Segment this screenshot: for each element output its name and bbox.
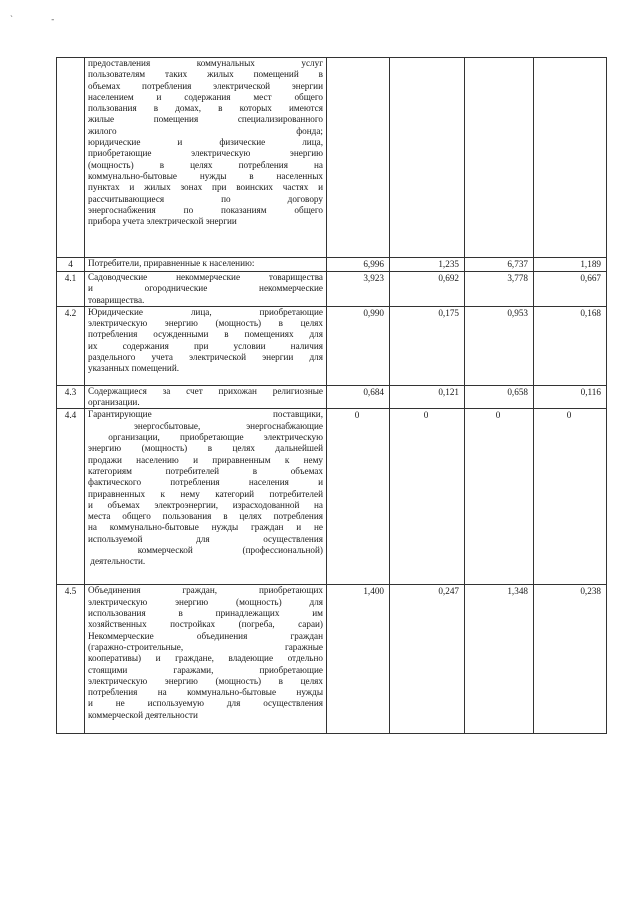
value-cell-v3: 3,778 <box>465 272 534 307</box>
description-line: жилого фонда; <box>88 125 323 136</box>
value-cell-v2: 0 <box>390 409 465 585</box>
row-description <box>85 385 327 409</box>
description-line: Содержащиеся за счет прихожан религиозные <box>88 385 323 396</box>
table-row <box>57 258 607 272</box>
description-line: коммерческой (профессиональной) <box>88 545 323 556</box>
description-line: объемах потребления электрической энергии <box>88 80 323 91</box>
description-line: указанных помещений. <box>88 363 180 374</box>
value-cell-v1: 3,923 <box>327 272 390 307</box>
description-line: Объединения граждан, приобретающих <box>88 585 323 596</box>
row-description <box>85 272 327 307</box>
description-line: рассчитывающиеся по договору <box>88 193 323 204</box>
row-number: 4.2 <box>57 306 85 385</box>
value-cell-v4: 0 <box>534 409 607 585</box>
value-cell-v3: 0 <box>465 409 534 585</box>
tariff-table-body <box>57 58 607 734</box>
row-description <box>85 258 327 272</box>
row-number: 4.4 <box>57 409 85 585</box>
value-cell-v1: 6,996 <box>327 258 390 272</box>
description-line: их содержания при условии наличия <box>88 340 323 351</box>
value-cell-v3: 6,737 <box>465 258 534 272</box>
description-line: приобретающие электрическую энергию <box>88 148 323 159</box>
tariff-table <box>56 57 607 734</box>
value-cell-v2: 0,247 <box>390 585 465 734</box>
description-line: хозяйственных постройках (погреба, сараи) <box>88 619 323 630</box>
description-line: места общего пользования в целях потребления <box>88 511 323 522</box>
row-number: 4.1 <box>57 272 85 307</box>
row-number: 4 <box>57 258 85 272</box>
description-line: населением и содержания мест общего <box>88 91 323 102</box>
table-row <box>57 272 607 307</box>
description-line: коммунально-бытовые нужды в населенных <box>88 170 323 181</box>
description-line: кооперативы) и граждане, владеющие отдельно <box>88 653 323 664</box>
value-cell-v3 <box>465 58 534 258</box>
description-line: потребления на коммунально-бытовые нужды <box>88 687 323 698</box>
value-cell-v4: 0,667 <box>534 272 607 307</box>
table-row <box>57 385 607 409</box>
value-cell-v3: 1,348 <box>465 585 534 734</box>
description-line: и не используемую для осуществления <box>88 698 323 709</box>
description-line: товарищества. <box>88 294 145 305</box>
description-line: предоставления коммунальных услуг <box>88 58 323 68</box>
table-row <box>57 306 607 385</box>
description-line: пунктах и жилых зонах при воинских частях и <box>88 182 323 193</box>
value-cell-v4: 0,168 <box>534 306 607 385</box>
value-cell-v2 <box>390 58 465 258</box>
value-cell-v2: 0,692 <box>390 272 465 307</box>
description-line: энергию (мощность) в целях дальнейшей <box>88 443 323 454</box>
row-description <box>85 585 327 734</box>
description-line: пользователям таких жилых помещений в <box>88 69 323 80</box>
value-cell-v2: 0,121 <box>390 385 465 409</box>
value-cell-v4 <box>534 58 607 258</box>
value-cell-v4: 0,238 <box>534 585 607 734</box>
description-line: пользования в домах, в которых имеются <box>88 103 323 114</box>
description-line: Юридические лица, приобретающие <box>88 306 323 317</box>
description-line: энергосбытовые, энергоснабжающие <box>88 420 324 431</box>
row-number <box>57 58 85 258</box>
description-line: раздельного учета электрической энергии для <box>88 352 323 363</box>
description-line: и огороднические некоммерческие <box>88 283 323 294</box>
description-line: Некоммерческие объединения граждан <box>88 630 323 641</box>
description-line: Потребители, приравненные к населению: <box>88 258 255 268</box>
table-row <box>57 58 607 258</box>
description-line: Садоводческие некоммерческие товарищества <box>88 272 323 282</box>
description-line: продажи населению и приравненным к нему <box>88 454 323 465</box>
value-cell-v4: 1,189 <box>534 258 607 272</box>
description-line: использования в принадлежащих им <box>88 608 323 619</box>
description-line: категориям потребителей в объемах <box>88 465 323 476</box>
row-number: 4.3 <box>57 385 85 409</box>
description-line: жилые помещения специализированного <box>88 114 323 125</box>
value-cell-v4: 0,116 <box>534 385 607 409</box>
description-line: прибора учета электрической энергии <box>88 216 237 227</box>
row-description <box>85 58 327 258</box>
description-line: на коммунально-бытовые нужды граждан и не <box>88 522 323 533</box>
row-description <box>85 306 327 385</box>
description-line: энергоснабжения по показаниям общего <box>88 204 323 215</box>
description-line: (мощность) в целях потребления на <box>88 159 323 170</box>
value-cell-v1: 0,990 <box>327 306 390 385</box>
value-cell-v3: 0,953 <box>465 306 534 385</box>
table-row <box>57 409 607 585</box>
description-line: фактического потребления населения и <box>88 477 323 488</box>
description-line: электрическую энергию (мощность) для <box>88 596 323 607</box>
corner-marks: ` - <box>10 14 73 24</box>
value-cell-v1 <box>327 58 390 258</box>
table-row <box>57 585 607 734</box>
row-description <box>85 409 327 585</box>
value-cell-v1: 0 <box>327 409 390 585</box>
description-line: электрическую энергию (мощность) в целях <box>88 318 323 329</box>
description-line: электрическую энергию (мощность) в целях <box>88 675 323 686</box>
value-cell-v2: 0,175 <box>390 306 465 385</box>
description-line: потребления осужденными в помещениях для <box>88 329 323 340</box>
value-cell-v2: 1,235 <box>390 258 465 272</box>
description-line: используемой для осуществления <box>88 533 323 544</box>
description-line: и объемах электроэнергии, израсходованной на <box>88 499 323 510</box>
value-cell-v3: 0,658 <box>465 385 534 409</box>
description-line: коммерческой деятельности <box>88 709 198 720</box>
value-cell-v1: 1,400 <box>327 585 390 734</box>
description-line: Гарантирующие поставщики, <box>88 409 323 420</box>
description-line: деятельности. <box>88 556 146 567</box>
description-line: (гаражно-строительные, гаражные <box>88 641 323 652</box>
description-line: юридические и физические лица, <box>88 137 323 148</box>
row-number: 4.5 <box>57 585 85 734</box>
description-line: приравненных к нему категорий потребителей <box>88 488 323 499</box>
description-line: организации. <box>88 397 140 408</box>
description-line: организации, приобретающие электрическую <box>88 432 323 443</box>
description-line: стоящими гаражами, приобретающие <box>88 664 323 675</box>
value-cell-v1: 0,684 <box>327 385 390 409</box>
